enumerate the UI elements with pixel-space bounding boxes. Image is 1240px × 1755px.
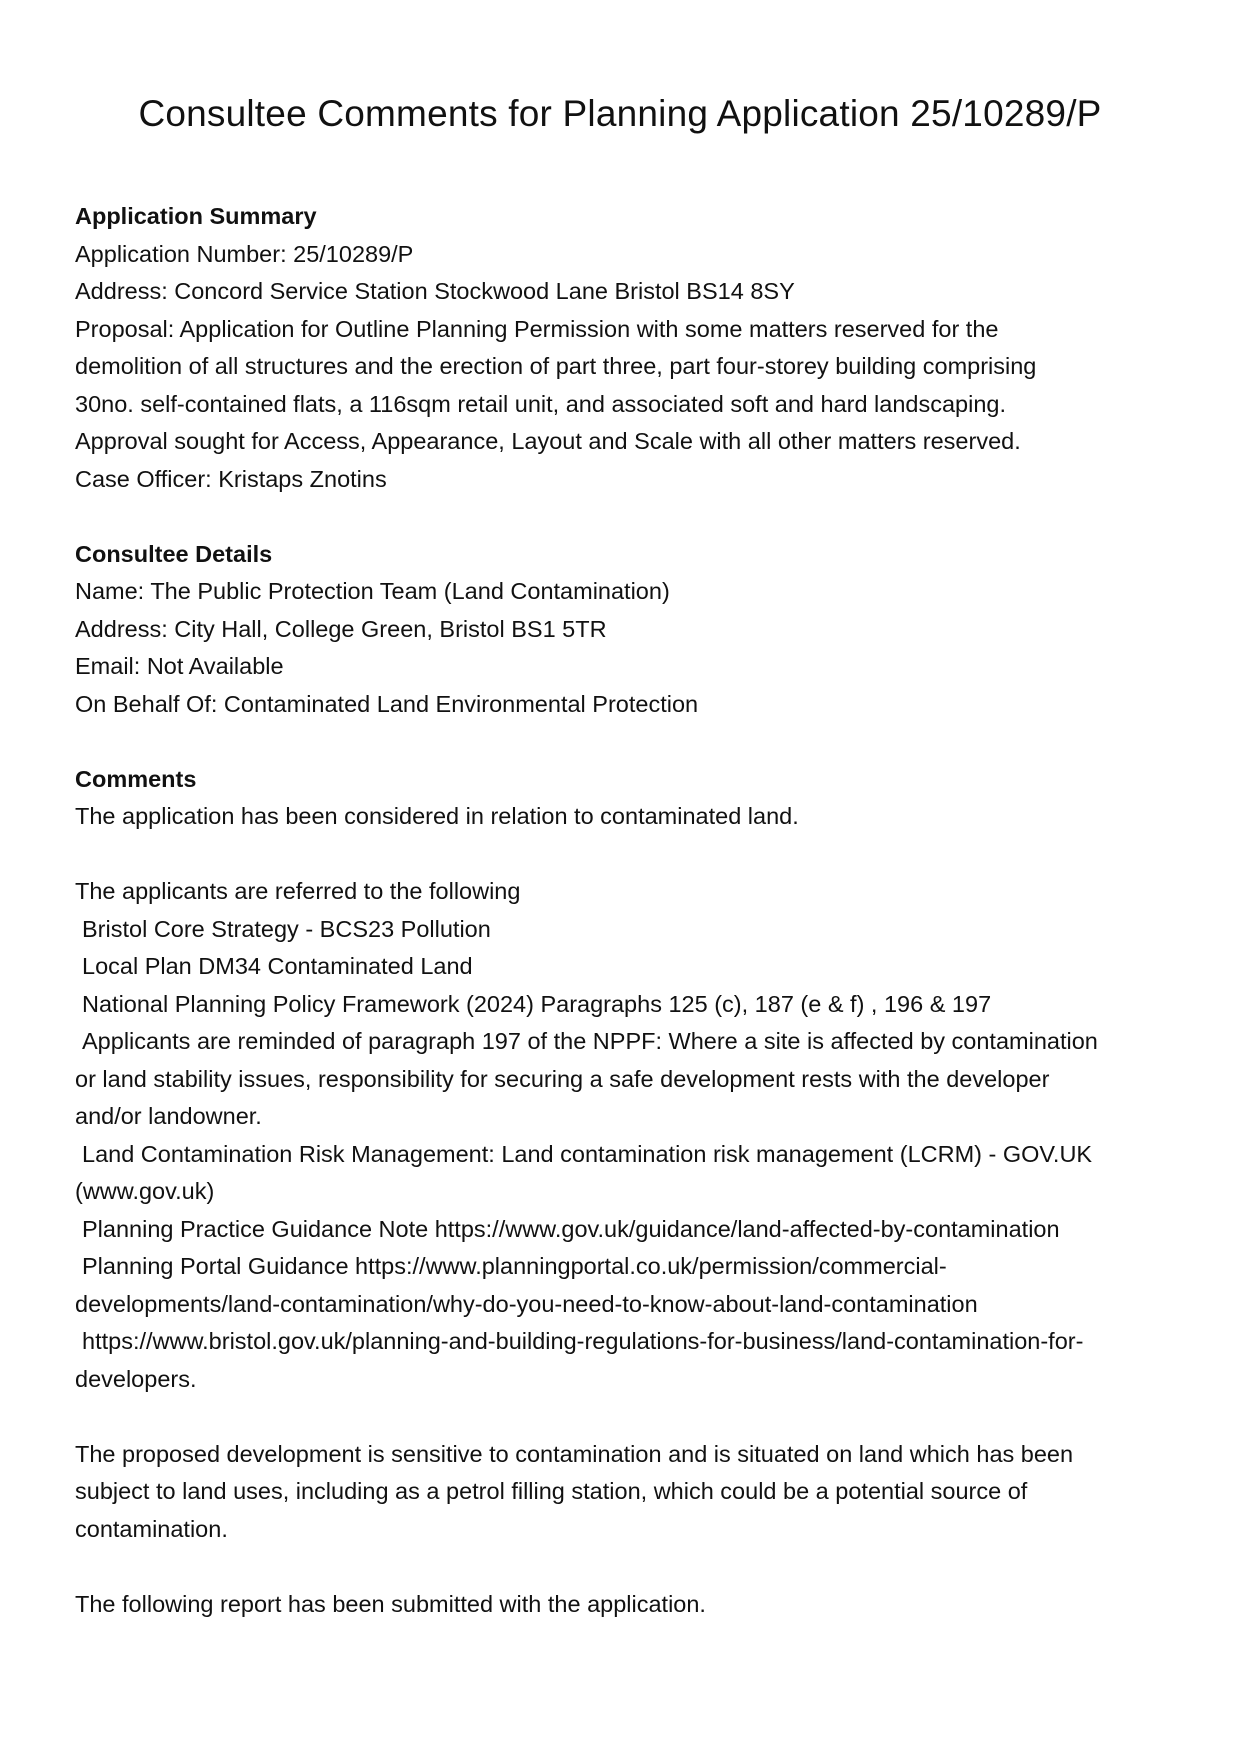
reference-line: developers.: [75, 1365, 197, 1392]
application-address: Address: Concord Service Station Stockwood Lane Bristol BS14 8SY: [75, 278, 795, 304]
sensitivity-line: subject to land uses, including as a petrol filling station, which could be a potential source of: [75, 1478, 1028, 1504]
proposal-line: Approval sought for Access, Appearance, Layout and Scale with all other matters reserved.: [75, 428, 1021, 454]
application-number: Application Number: 25/10289/P: [75, 240, 414, 267]
comments-heading: Comments: [75, 765, 197, 792]
spacer: [75, 1398, 1175, 1436]
reference-line: Planning Portal Guidance https://www.planningportal.co.uk/permission/commercial-: [82, 1253, 947, 1279]
spacer: [75, 836, 1175, 874]
reference-line: and/or landowner.: [75, 1103, 262, 1129]
reference-line: https://www.bristol.gov.uk/planning-and-building-regulations-for-business/land-contamination-for-: [82, 1328, 1084, 1354]
consultee-name: Name: The Public Protection Team (Land Contamination): [75, 578, 670, 604]
consultee-on-behalf-of: On Behalf Of: Contaminated Land Environmental Protection: [75, 690, 699, 717]
document-body: [75, 198, 1175, 1623]
reference-line: or land stability issues, responsibility for securing a safe development rests with the developer: [75, 1065, 1050, 1092]
referred-intro: The applicants are referred to the following: [75, 878, 521, 904]
proposal-line: Proposal: Application for Outline Planning Permission with some matters reserved for the: [75, 315, 999, 342]
case-officer: Case Officer: Kristaps Znotins: [75, 465, 387, 492]
reference-line: Applicants are reminded of paragraph 197 of the NPPF: Where a site is affected by contamination: [82, 1028, 1098, 1054]
reference-line: Planning Practice Guidance Note https://www.gov.uk/guidance/land-affected-by-contamination: [82, 1215, 1060, 1242]
reference-line: Local Plan DM34 Contaminated Land: [82, 953, 473, 979]
page-title: Consultee Comments for Planning Application 25/10289/P: [138, 93, 1102, 134]
spacer: [75, 723, 1175, 761]
reference-line: National Planning Policy Framework (2024) Paragraphs 125 (c), 187 (e & f) , 196 & 197: [82, 990, 992, 1017]
application-summary-heading: Application Summary: [75, 203, 317, 229]
reference-line: developments/land-contamination/why-do-you-need-to-know-about-land-contamination: [75, 1290, 978, 1317]
sensitivity-line: The proposed development is sensitive to contamination and is situated on land which has been: [75, 1440, 1074, 1467]
report-intro: The following report has been submitted with the application.: [75, 1590, 706, 1617]
consultee-address: Address: City Hall, College Green, Bristol BS1 5TR: [75, 615, 607, 642]
spacer: [75, 498, 1175, 536]
comments-intro: The application has been considered in relation to contaminated land.: [75, 803, 799, 829]
reference-line: (www.gov.uk): [75, 1178, 215, 1204]
proposal-line: 30no. self-contained flats, a 116sqm retail unit, and associated soft and hard landscaping.: [75, 390, 1007, 417]
consultee-email: Email: Not Available: [75, 653, 284, 679]
reference-line: Land Contamination Risk Management: Land contamination risk management (LCRM) - GOV.UK: [82, 1140, 1093, 1167]
spacer: [75, 1548, 1175, 1586]
consultee-details-heading: Consultee Details: [75, 540, 273, 567]
reference-line: Bristol Core Strategy - BCS23 Pollution: [82, 915, 491, 942]
proposal-line: demolition of all structures and the erection of part three, part four-storey building comprising: [75, 353, 1037, 379]
sensitivity-line: contamination.: [75, 1515, 228, 1542]
